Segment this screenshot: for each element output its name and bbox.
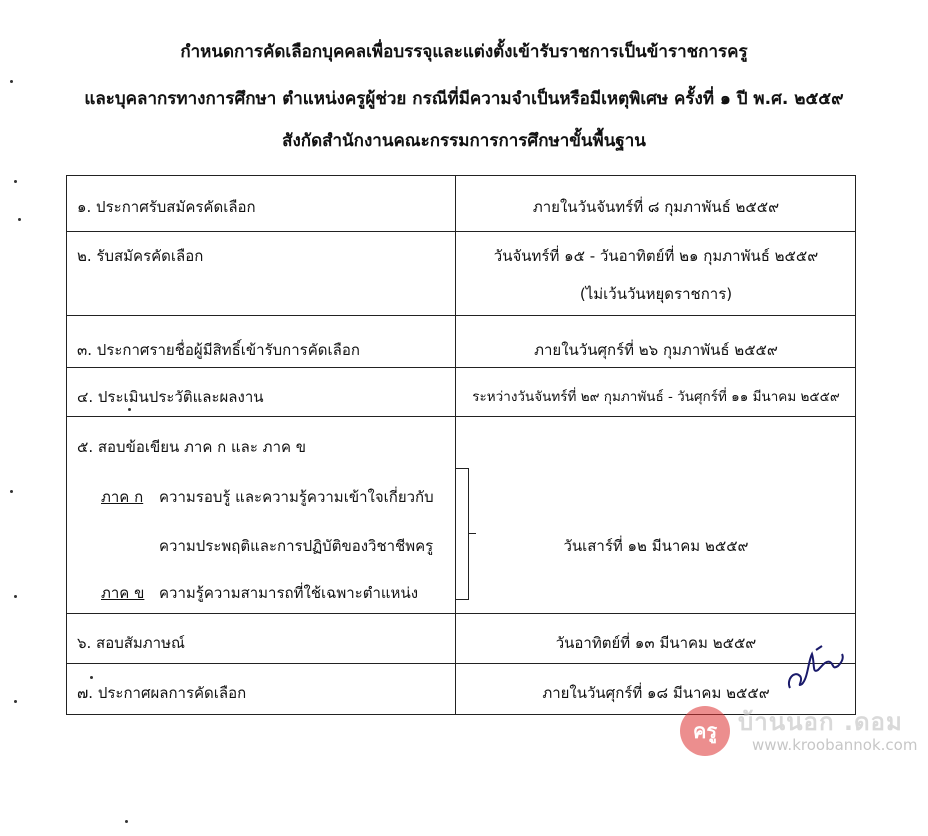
title-line-3: สังกัดสำนักงานคณะกรรมการการศึกษาขั้นพื้นฐาน: [282, 131, 646, 151]
watermark-site-name: บ้านนอก .ดอม: [738, 708, 903, 736]
step-7-date: ภายในวันศุกร์ที่ ๑๘ มีนาคม ๒๕๕๙: [542, 684, 770, 702]
step-2-date-note: (ไม่เว้นวันหยุดราชการ): [579, 285, 733, 303]
scan-speck: [10, 490, 13, 493]
row-divider: [67, 663, 855, 664]
step-5-date: วันเสาร์ที่ ๑๒ มีนาคม ๒๕๕๙: [563, 537, 749, 555]
step-7-label: ๗. ประกาศผลการคัดเลือก: [77, 684, 247, 702]
row-divider: [67, 416, 855, 417]
step-1-date: ภายในวันจันทร์ที่ ๘ กุมภาพันธ์ ๒๕๕๙: [532, 198, 780, 216]
step-2-date: วันจันทร์ที่ ๑๕ - วันอาทิตย์ที่ ๒๑ กุมภาพันธ์ ๒๕๕๙: [493, 247, 819, 265]
step-5-label: ๕. สอบข้อเขียน ภาค ก และ ภาค ข: [77, 438, 307, 456]
title-line-2: และบุคลากรทางการศึกษา ตำแหน่งครูผู้ช่วย กรณีที่มีความจำเป็นหรือมีเหตุพิเศษ ครั้งที่ ๑ ปี พ.ศ. ๒๕๕๙: [84, 89, 844, 109]
step-4-date: ระหว่างวันจันทร์ที่ ๒๙ กุมภาพันธ์ - วันศุกร์ที่ ๑๑ มีนาคม ๒๕๕๙: [472, 389, 840, 405]
row-divider: [67, 613, 855, 614]
part-b-label: ภาค ข: [101, 584, 145, 602]
scan-speck: [14, 180, 17, 183]
step-6-date: วันอาทิตย์ที่ ๑๓ มีนาคม ๒๕๕๙: [555, 634, 757, 652]
watermark-logo: ครู: [680, 706, 730, 756]
watermark: [676, 700, 926, 766]
scan-speck: [14, 595, 17, 598]
schedule-table: [66, 175, 856, 715]
title-line-1: กำหนดการคัดเลือกบุคคลเพื่อบรรจุและแต่งตั้งเข้ารับราชการเป็นข้าราชการครู: [180, 42, 748, 62]
part-b-text: ความรู้ความสามารถที่ใช้เฉพาะตำแหน่ง: [159, 584, 419, 602]
bracket-icon: [455, 468, 469, 600]
part-a-text-1: ความรอบรู้ และความรู้ความเข้าใจเกี่ยวกับ: [159, 488, 434, 506]
step-6-label: ๖. สอบสัมภาษณ์: [77, 634, 185, 652]
scan-speck: [125, 820, 128, 823]
scan-speck: [128, 408, 131, 411]
signature-icon: [782, 640, 852, 698]
scan-speck: [90, 676, 93, 679]
step-3-label: ๓. ประกาศรายชื่อผู้มีสิทธิ์เข้ารับการคัดเลือก: [77, 341, 360, 359]
scan-speck: [14, 700, 17, 703]
row-divider: [67, 315, 855, 316]
watermark-url: www.kroobannok.com: [752, 736, 918, 754]
row-divider: [67, 231, 855, 232]
part-a-label: ภาค ก: [101, 488, 144, 506]
step-4-label: ๔. ประเมินประวัติและผลงาน: [77, 388, 264, 406]
step-2-label: ๒. รับสมัครคัดเลือก: [77, 247, 204, 265]
part-a-text-2: ความประพฤติและการปฏิบัติของวิชาชีพครู: [159, 537, 434, 555]
row-divider: [67, 367, 855, 368]
scan-speck: [18, 218, 21, 221]
step-3-date: ภายในวันศุกร์ที่ ๒๖ กุมภาพันธ์ ๒๕๕๙: [534, 341, 778, 359]
bracket-tick: [468, 533, 476, 534]
scan-speck: [10, 80, 13, 83]
column-divider: [455, 176, 456, 714]
step-1-label: ๑. ประกาศรับสมัครคัดเลือก: [77, 198, 256, 216]
